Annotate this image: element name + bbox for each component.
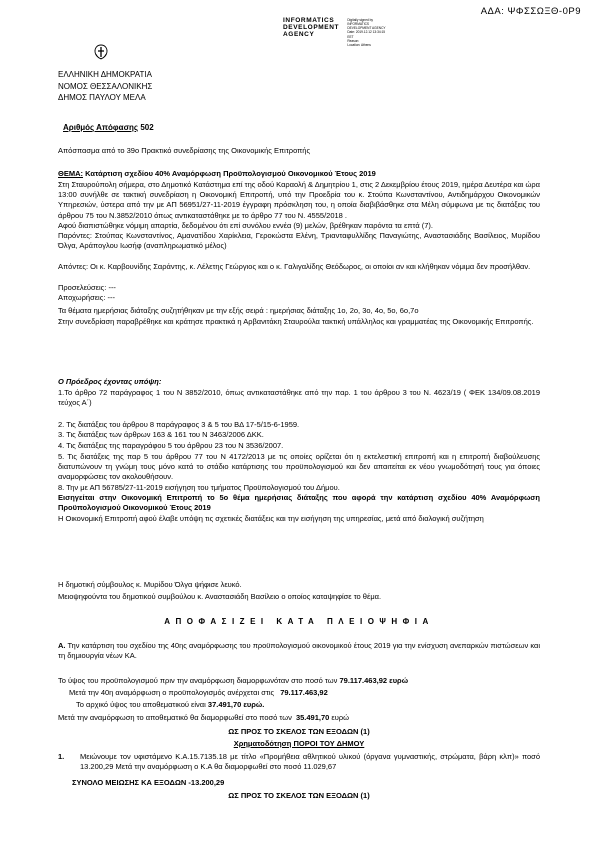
quorum-paragraph: Αφού διαπιστώθηκε νόμιμη απαρτία, δεδομένου ότι επί συνόλου εννέα (9) μελών, βρέθηκαν παρόντα τα επτά (7).: [58, 221, 434, 230]
meeting-paragraph: Στη Σταυρούπολη σήμερα, στο Δημοτικό Κατάστημα επί της οδού Καραολή & Δημητρίου 1, στις 2 Δεκεμβρίου έτους 2019, ημέρα Δευτέρα και ώρα 13:00 συνήλθε σε τακτική συνεδρίαση η Οικονομική Επιτροπή, υπό την Προεδρία του κ. Στούπα Κωνσταντίνου, Αντιδημάρχου Οικονομικών Υπηρεσιών, ύστερα από την με ΑΠ 56951/27-11-2019 έγγραφη πρόσκληση του, η οποία διαβιβάσθηκε στα Μέλη σύμφωνα με τις διατάξεις του άρθρου 75 του Ν.3852/2010 όπως αντικαταστάθηκε με το άρθρο 77 του Ν. 4555/2018 .: [58, 180, 540, 220]
decision-heading: ΑΠΟΦΑΣΙΖΕΙ ΚΑΤΑ ΠΛΕΙΟΨΗΦΙΑ: [164, 617, 434, 626]
total-reduction: ΣΥΝΟΛΟ ΜΕΙΩΣΗΣ ΚΑ ΕΞΟΔΩΝ -13.200,29: [72, 778, 225, 787]
theme-line: ΘΕΜΑ: Κατάρτιση σχεδίου 40% Αναμόρφωση Προϋπολογισμού Οικονομικού Έτους 2019: [58, 169, 376, 178]
ada-code: ΑΔΑ: ΨΦΣΣΩΞΘ-0Ρ9: [480, 6, 581, 17]
signature-agency-name: INFORMATICS DEVELOPMENT AGENCY: [283, 17, 340, 38]
introduction-statement: Εισηγείται στην Οικονομική Επιτροπή το 5ο θέμα ημερήσιας διάταξης που αφορά την κατάρτιση σχεδίου 40% Αναμόρφωση Προϋπολογισμού Οικονομικού Έτους 2019: [58, 493, 540, 513]
greek-emblem-icon: [93, 44, 109, 60]
decision-number: Αριθμός Απόφασης 502: [63, 123, 154, 132]
present-members: Παρόντες: Στούπας Κωνσταντίνος, Αμανατίδου Χαρίκλεια, Γεροκώστα Ελένη, Τριανταφυλλίδης Παναγιώτης, Αναστασιάδης Βασίλειος, Μυρίδου Όλγα, Αράπογλου Ιωσήφ (αναπληρωματικό μέλος): [58, 231, 540, 251]
committee-consideration: Η Οικονομική Επιτροπή αφού έλαβε υπόψη τις σχετικές διατάξεις και την εισήγηση της υπηρεσίας, μετά από διαλογική συζήτηση: [58, 514, 484, 523]
blank-vote-note: Η δημοτική σύμβουλος κ. Μυρίδου Όλγα ψήφισε λευκό.: [58, 580, 242, 589]
considering-item: 1.Το άρθρο 72 παράγραφος 1 του Ν 3852/2010, όπως αντικαταστάθηκε από την παρ. 1 του άρθρου 3 του Ν. 4623/19 ( ΦΕΚ 134/09.08.2019 τεύχος Α΄): [58, 388, 540, 408]
departures: Αποχωρήσεις: ---: [58, 293, 115, 302]
issuer-header: ΕΛΛΗΝΙΚΗ ΔΗΜΟΚΡΑΤΙΑ ΝΟΜΟΣ ΘΕΣΣΑΛΟΝΙΚΗΣ ΔΗΜΟΣ ΠΑΥΛΟΥ ΜΕΛΑ: [58, 70, 153, 102]
arrivals: Προσελεύσεις: ---: [58, 283, 116, 292]
reduction-item: 1. Μειώνουμε τον υφιστάμενο Κ.Α.15.7135.18 με τίτλο «Προμήθεια αθλητικού υλικού (όργανα γυμναστικής, στρώματα, βάρη κλπ)» ποσό 13.200,29 Μετά την αναμόρφωση ο Κ.Α θα διαμορφωθεί στο ποσό 11.029,67: [58, 752, 540, 772]
expenses-heading: ΩΣ ΠΡΟΣ ΤΟ ΣΚΕΛΟΣ ΤΩΝ ΕΞΟΔΩΝ (1): [228, 727, 370, 736]
funding-heading: Χρηματοδότηση ΠΟΡΟΙ ΤΟΥ ΔΗΜΟΥ: [233, 739, 365, 748]
reserve-initial: Το αρχικό ύψος του αποθεματικού είναι 37.491,70 ευρώ.: [76, 700, 265, 709]
budget-before: Το ύψος του προϋπολογισμού πριν την αναμόρφωση διαμορφωνόταν στο ποσό των 79.117.463,92 ευρώ: [58, 676, 409, 685]
budget-after: Μετά την 40η αναμόρφωση ο προϋπολογισμός ανέρχεται στις 79.117.463,92: [69, 688, 328, 697]
reserve-after: Μετά την αναμόρφωση το αποθεματικό θα διαμορφωθεί στο ποσό των 35.491,70 ευρώ: [58, 713, 349, 722]
considering-item: 5. Τις διατάξεις της παρ 5 του άρθρου 77 του Ν 4172/2013 με τις οποίες ορίζεται ότι η εκτελεστική επιτροπή και η επιτροπή διαβούλευσης διατυπώνουν τη γνώμη τους μόνο κατά το στάδιο κατάρτισης του προϋπολογισμού και δεν απαιτείται εκ νέου γνωμοδότησή τους για όποιες αναμορφώσεις τον ακολουθήσουν.: [58, 452, 540, 482]
digital-signature-stamp: [283, 18, 463, 47]
signature-details: Digitally signed by INFORMATICS DEVELOPMENT AGENCY Date: 2019.12.12 13:34:15 EET Reason: Location: Athens: [347, 18, 386, 47]
considering-item: 4. Τις διατάξεις της παραγράφου 5 του άρθρου 23 του Ν 3536/2007.: [58, 441, 284, 450]
resolution-a: Α. Την κατάρτιση του σχεδίου της 40ης αναμόρφωσης του προϋπολογισμού οικονομικού έτους 2019 για την ενίσχυση ανεπαρκών πιστώσεων και τη δημιουργία νέων ΚΑ.: [58, 641, 541, 661]
extract-line: Απόσπασμα από το 39ο Πρακτικό συνεδρίασης της Οικονομικής Επιτροπής: [58, 146, 311, 155]
minority-vote-note: Μειοψηφούντα του δημοτικού συμβούλου κ. Αναστασιάδη Βασίλειο ο οποίος καταψηφίσε το θέμα.: [58, 592, 382, 601]
secretary-note: Στην συνεδρίαση παραβρέθηκε και κράτησε πρακτικά η Αρβανιτάκη Σταυρούλα τακτική υπάλληλος και γραμματέας της Οικονομικής Επιτροπής.: [58, 317, 534, 326]
absent-members: Απόντες: Οι κ. Καρβουνίδης Σαράντης, κ. Λέλετης Γεώργιος και ο κ. Γαλιγαλίδης Θεόδωρος, οι οποίοι αν και κλήθηκαν νόμιμα δεν προσήλθαν.: [58, 262, 531, 271]
considering-item: 8. Την με ΑΠ 56785/27-11-2019 εισήγηση του τμήματος Προϋπολογισμού του Δήμου.: [58, 483, 340, 492]
agenda-order: Τα θέματα ημερήσιας διάταξης συζητήθηκαν με την εξής σειρά : ημερήσιας διάταξης 1ο, 2ο, 3ο, 4ο, 5ο, 6ο,7ο: [58, 306, 419, 315]
considering-item: 2. Τις διατάξεις του άρθρου 8 παράγραφος 3 & 5 του ΒΔ 17-5/15-6-1959.: [58, 420, 300, 429]
president-heading: Ο Πρόεδρος έχοντας υπόψη:: [58, 377, 162, 386]
expenses-heading-2: ΩΣ ΠΡΟΣ ΤΟ ΣΚΕΛΟΣ ΤΩΝ ΕΞΟΔΩΝ (1): [228, 791, 370, 800]
considering-item: 3. Τις διατάξεις των άρθρων 163 & 161 του Ν 3463/2006 ΔΚΚ.: [58, 430, 264, 439]
